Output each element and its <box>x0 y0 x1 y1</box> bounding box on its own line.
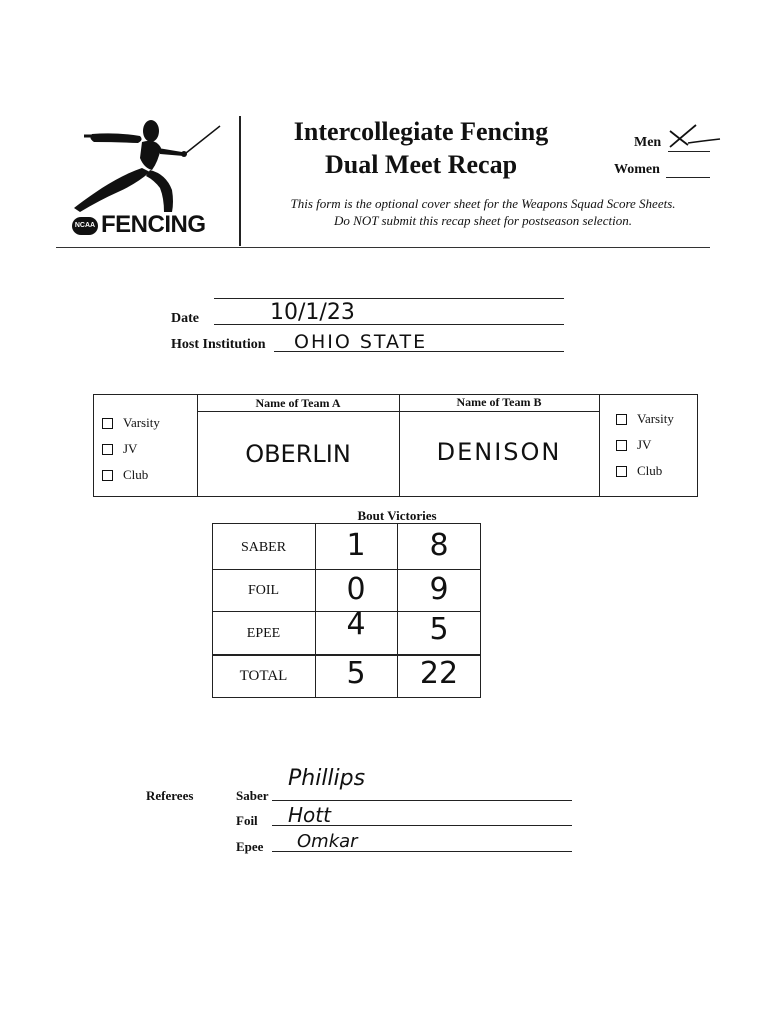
checkbox-icon[interactable] <box>102 418 113 429</box>
option-label: Club <box>123 467 149 482</box>
header-rule <box>56 247 710 248</box>
saber-team-a-score[interactable]: 1 <box>346 528 366 563</box>
option-label: Club <box>637 463 663 478</box>
total-team-a-score[interactable]: 5 <box>346 656 366 691</box>
date-field-line[interactable] <box>214 324 564 325</box>
form-title-line-2: Dual Meet Recap <box>324 150 518 179</box>
saber-row-label: SABER <box>240 540 287 555</box>
foil-team-b-score[interactable]: 9 <box>429 572 449 607</box>
foil-referee-label: Foil <box>236 813 258 828</box>
total-team-b-score[interactable]: 22 <box>419 656 459 691</box>
checkbox-icon[interactable] <box>616 466 627 477</box>
team-b-header: Name of Team B <box>456 395 542 409</box>
bout-victories-title: Bout Victories <box>357 508 437 523</box>
team-a-header: Name of Team A <box>255 396 341 410</box>
option-label: JV <box>123 441 138 456</box>
women-field-line[interactable] <box>666 177 710 178</box>
form-title-line-1: Intercollegiate Fencing <box>293 117 549 146</box>
team-a-varsity-option[interactable] <box>102 415 160 431</box>
date-top-rule <box>214 298 564 299</box>
referees-label: Referees <box>146 788 194 803</box>
date-value: 10/1/23 <box>270 300 355 325</box>
foil-row-label: FOIL <box>247 583 280 598</box>
option-label: Varsity <box>123 415 160 430</box>
date-label: Date <box>171 311 199 326</box>
epee-referee-label: Epee <box>236 839 264 854</box>
epee-team-a-score[interactable]: 4 <box>346 607 366 642</box>
total-row-label: TOTAL <box>239 668 288 684</box>
checkbox-icon[interactable] <box>616 440 627 451</box>
host-institution-label: Host Institution <box>171 337 266 352</box>
table-row-rule <box>212 569 481 570</box>
epee-row-label: EPEE <box>246 626 281 641</box>
team-b-jv-option[interactable] <box>616 437 651 453</box>
men-check-mark-icon <box>666 121 722 153</box>
checkbox-icon[interactable] <box>616 414 627 425</box>
logo-wordmark <box>72 211 206 239</box>
team-a-jv-option[interactable] <box>102 441 137 457</box>
team-b-varsity-option[interactable] <box>616 411 674 427</box>
team-b-club-option[interactable] <box>616 463 662 479</box>
foil-team-a-score[interactable]: 0 <box>346 572 366 607</box>
option-label: Varsity <box>637 411 674 426</box>
form-note-line-1: This form is the optional cover sheet for the Weapons Squad Score Sheets. <box>290 196 676 211</box>
ncaa-badge: NCAA <box>72 217 98 235</box>
checkbox-icon[interactable] <box>102 470 113 481</box>
teams-table-divider <box>599 394 600 497</box>
epee-referee-signature: Omkar <box>297 831 358 852</box>
form-note-line-2: Do NOT submit this recap sheet for postseason selection. <box>334 213 632 228</box>
checkbox-icon[interactable] <box>102 444 113 455</box>
saber-referee-signature: Phillips <box>288 766 366 791</box>
teams-header-rule <box>197 411 600 412</box>
option-label: JV <box>637 437 652 452</box>
saber-team-b-score[interactable]: 8 <box>429 528 449 563</box>
saber-referee-field-line[interactable] <box>272 800 572 801</box>
host-institution-value: OHIO STATE <box>294 331 428 353</box>
team-a-club-option[interactable] <box>102 467 148 483</box>
men-label: Men <box>634 135 662 150</box>
logo-text: FENCING <box>101 211 206 238</box>
foil-referee-signature: Hott <box>288 803 331 827</box>
women-label: Women <box>614 162 660 177</box>
saber-referee-label: Saber <box>236 788 269 803</box>
team-a-name[interactable]: OBERLIN <box>245 440 351 468</box>
epee-team-b-score[interactable]: 5 <box>429 612 449 647</box>
team-b-name[interactable]: DENISON <box>436 438 562 466</box>
